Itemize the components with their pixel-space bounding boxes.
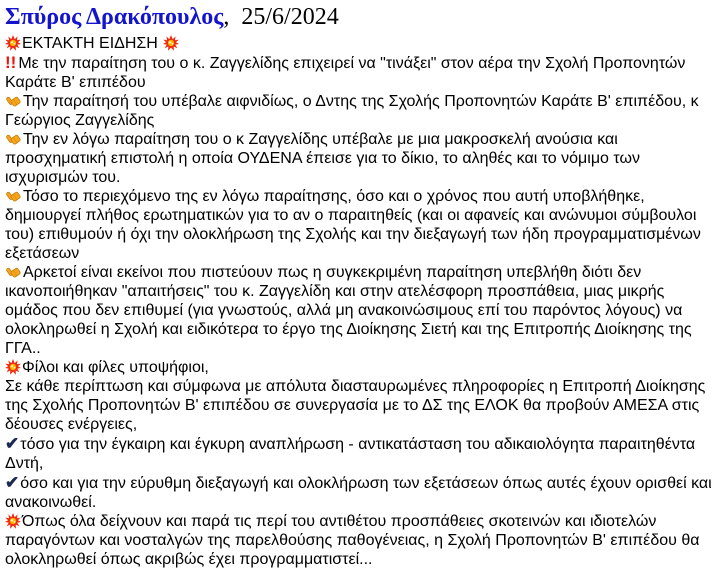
paragraph (5, 434, 715, 473)
paragraph (5, 92, 715, 130)
pointing-hand-icon (5, 92, 22, 109)
paragraph-text: Σε κάθε περίπτωση και σύμφωνα με απόλυτα διασταυρωμένες πληροφορίες η Επιτροπή Διοίκησης της Σχολής Προπονητών Β' επιπέδου σε συνεργασία με το ΔΣ της ΕΛΟΚ θα προβούν ΑΜΕΣΑ στις δέουσες ενέργειες, (5, 378, 706, 433)
double-exclamation-icon: !! (5, 53, 17, 72)
paragraph (5, 358, 715, 377)
pointing-hand-icon (5, 130, 22, 147)
paragraph (5, 53, 715, 92)
paragraph-text: Με την παραίτηση του ο κ. Ζαγγελίδης επιχειρεί να "τινάξει" στον αέρα την Σχολή Προπονητών Καράτε Β' επιπέδου (5, 55, 686, 91)
explosion-icon (5, 513, 21, 529)
header-separator: , (223, 4, 242, 30)
paragraph-text: ΕΚΤΑΚΤΗ ΕΙΔΗΣΗ (22, 35, 158, 52)
paragraph (5, 377, 715, 434)
checkmark-icon: ✔ (5, 473, 20, 492)
paragraph-text: Την παραίτησή του υπέβαλε αιφνιδίως, ο Δντης της Σχολής Προπονητών Καράτε Β' επιπέδου, κ Γεώργιος Ζαγγελίδης (5, 93, 699, 129)
paragraph-text: Τόσο το περιεχόμενο της εν λόγω παραίτησης, όσο και ο χρόνος που αυτή υποβλήθηκε, δημιουργεί πλήθος ερωτηματικών για το αν ο παραιτηθείς (και οι αφανείς και ανώνυμοι σύμβουλοι του) επιθυμούν ή όχι την ολοκλήρωση της Σχολής και την διεξαγωγή των ήδη προγραμματισμένων εξετάσεων (5, 188, 701, 262)
paragraph-text: Όπως όλα δείχνουν και παρά τις περί του αντιθέτου προσπάθειες σκοτεινών και ιδιοτελών παραγόντων και νοσταλγών της παρελθούσης παθογένειας, η Σχολή Προπονητών Β' επιπέδου θα ολοκληρωθεί όπως ακριβώς έχει προγραμματιστεί... (5, 513, 700, 568)
checkmark-icon: ✔ (5, 434, 20, 453)
explosion-icon (163, 35, 179, 51)
paragraph (5, 187, 715, 263)
pointing-hand-icon (5, 187, 22, 204)
post-body (0, 34, 721, 569)
post (0, 3, 721, 569)
paragraph (5, 512, 715, 569)
paragraph-text: Την εν λόγω παραίτηση του ο κ Ζαγγελίδης υπέβαλε με μια μακροσκελή ανούσια και προσχηματική επιστολή η οποία ΟΥΔΕΝΑ έπεισε για το δίκιο, το αληθές και το νόμιμο των ισχυρισμών του. (5, 131, 640, 186)
paragraph (5, 130, 715, 187)
paragraph (5, 473, 715, 512)
explosion-icon (5, 359, 21, 375)
paragraph-text: όσο και για την εύρυθμη διεξαγωγή και ολοκλήρωση των εξετάσεων όπως αυτές έχουν ορισθεί και ανακοινωθεί. (5, 475, 712, 511)
paragraph (5, 34, 715, 53)
paragraph-text: Φίλοι και φίλες υποψήφιοι, (22, 359, 209, 376)
paragraph-text: τόσο για την έγκαιρη και έγκυρη αναπλήρωση - αντικατάσταση του αδικαιολόγητα παραιτηθέντα Δντή, (5, 436, 696, 472)
post-date: 25/6/2024 (241, 4, 339, 30)
paragraph-text: Αρκετοί είναι εκείνοι που πιστεύουν πως η συγκεκριμένη παραίτηση υπεβλήθη διότι δεν ικανοποιήθηκαν "απαιτήσεις" του κ. Ζαγγελίδη και στην ατελέσφορη προσπάθεια, μιας μικρής ομάδος που δεν επιθυμεί (για γνωστούς, αλλά μη ανακοινώσιμους επί του παρόντος λόγους) να ολοκληρωθεί η Σχολή και ειδικότερα το έργο της Διοίκησης Σιετή και της Επιτροπής Διοίκησης της ΓΓΑ.. (5, 264, 692, 357)
author-link[interactable]: Σπύρος Δρακόπουλος (5, 4, 224, 30)
paragraph (5, 263, 715, 358)
post-header (5, 3, 721, 31)
pointing-hand-icon (5, 263, 22, 280)
explosion-icon (5, 35, 21, 51)
